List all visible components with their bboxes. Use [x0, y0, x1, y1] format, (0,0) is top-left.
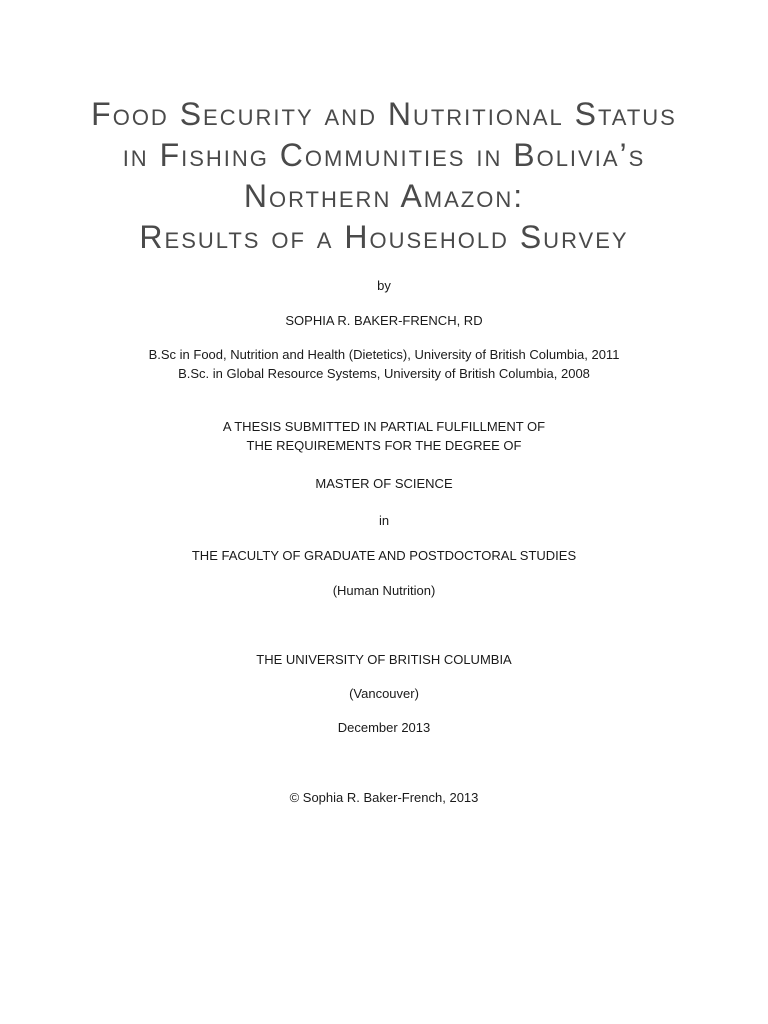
faculty-name: THE FACULTY OF GRADUATE AND POSTDOCTORAL STUDIES	[191, 548, 577, 563]
degree-line-2: B.Sc. in Global Resource Systems, University of British Columbia, 2008	[178, 366, 590, 381]
program-name: (Human Nutrition)	[332, 583, 436, 598]
in-label: in	[378, 513, 390, 528]
submission-date: December 2013	[337, 720, 431, 735]
title-line-3: Northern Amazon:	[243, 178, 525, 214]
thesis-title	[0, 94, 768, 258]
title-line-1: Food Security and Nutritional Status	[91, 96, 677, 132]
by-label: by	[377, 278, 391, 293]
campus-name: (Vancouver)	[349, 686, 419, 701]
thesis-statement-line-2: THE REQUIREMENTS FOR THE DEGREE OF	[246, 438, 522, 453]
university-name: THE UNIVERSITY OF BRITISH COLUMBIA	[256, 652, 512, 667]
copyright-notice: © Sophia R. Baker-French, 2013	[289, 790, 479, 805]
title-line-2: in Fishing Communities in Bolivia’s	[122, 137, 646, 173]
title-line-4: Results of a Household Survey	[139, 219, 629, 255]
degree-title: MASTER OF SCIENCE	[315, 476, 453, 491]
author-name: SOPHIA R. BAKER-FRENCH, RD	[285, 313, 483, 328]
thesis-statement-line-1: A THESIS SUBMITTED IN PARTIAL FULFILLMENT OF	[222, 419, 546, 434]
degree-line-1: B.Sc in Food, Nutrition and Health (Dietetics), University of British Columbia, 2011	[148, 347, 620, 362]
